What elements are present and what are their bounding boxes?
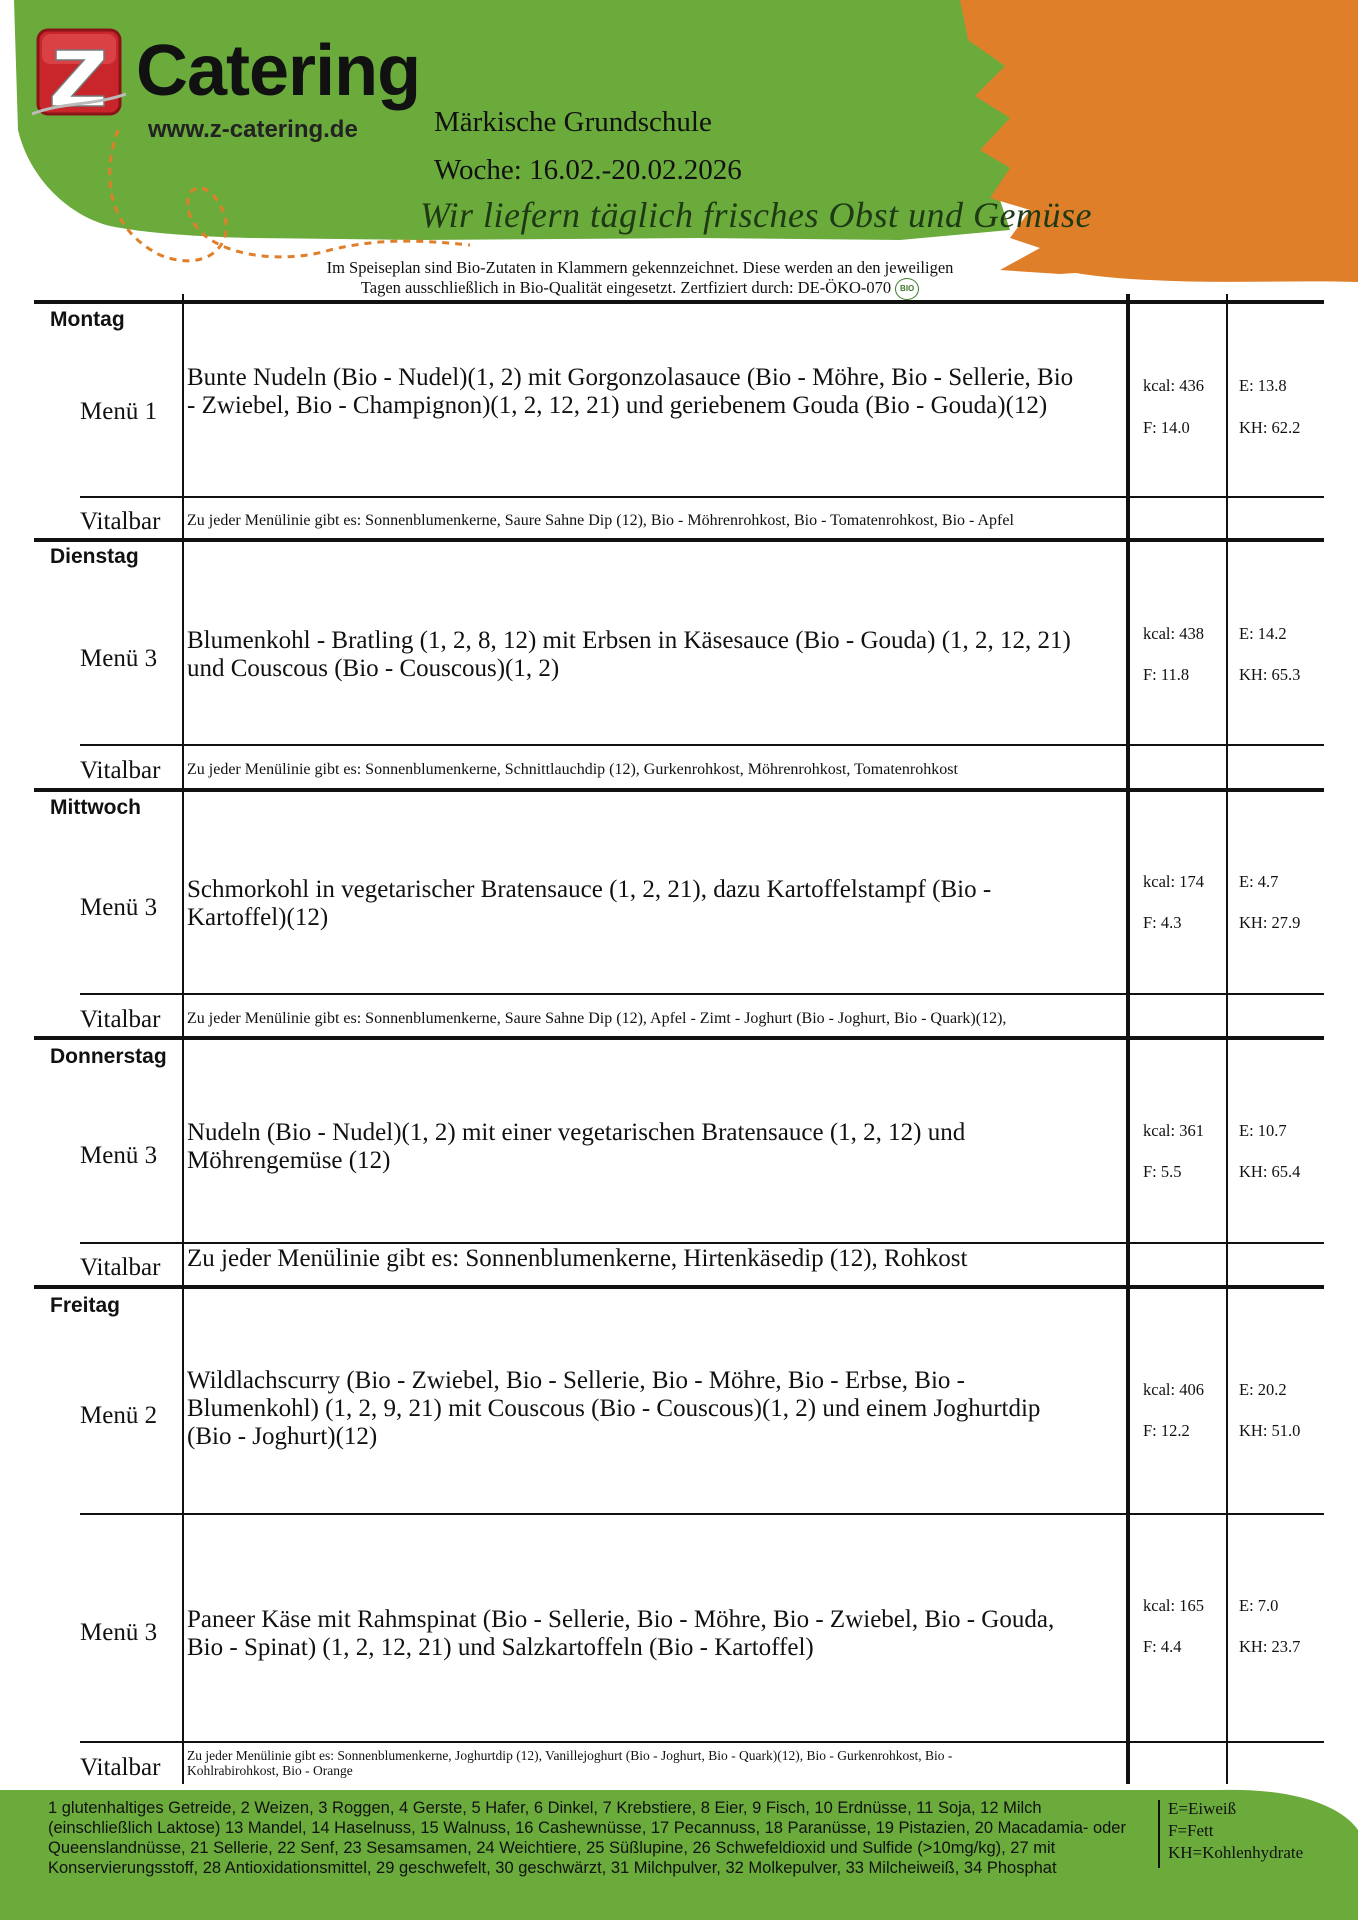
carbs-value: KH: 23.7 (1239, 1637, 1301, 1656)
row-divider-vital-4 (80, 1242, 1324, 1244)
kcal-value: kcal: 438 (1143, 624, 1204, 643)
brand-url[interactable]: www.z-catering.de (148, 116, 358, 143)
vitalbar-label: Vitalbar (80, 1754, 161, 1781)
bio-note (260, 258, 1020, 300)
bio-seal-icon: BIO (895, 278, 919, 300)
vitalbar-text: Zu jeder Menülinie gibt es: Sonnenblumenkerne, Joghurtdip (12), Vanillejoghurt (Bio - Joghurt, Bio - Quark)(12), Bio - Gurkenrohkost, Bio - Kohlrabirohkost, Bio - Orange (187, 1748, 953, 1778)
slogan: Wir liefern täglich frisches Obst und Gemüse (420, 195, 1092, 235)
protein-value: E: 7.0 (1239, 1596, 1279, 1615)
menu-label: Menü 3 (80, 645, 158, 672)
fat-value: F: 5.5 (1143, 1162, 1182, 1181)
z-logo-icon (32, 22, 126, 122)
legend-fat: F=Fett (1168, 1821, 1214, 1840)
allergen-list: 1 glutenhaltiges Getreide, 2 Weizen, 3 Roggen, 4 Gerste, 5 Hafer, 6 Dinkel, 7 Krebstiere, 8 Eier, 9 Fisch, 10 Erdnüsse, 11 Soja, 12 Milch (einschließlich Laktose) 13 Mandel, 14 Haselnuss, 15 Walnuss, 16 Cashewnüsse, 17 Pecannuss, 18 Paranüsse, 19 Pistazien, 20 Macadamia- oder Queenslandnüsse, 21 Sellerie, 22 Senf, 23 Sesamsamen, 24 Weichtiere, 25 Süßlupine, 26 Schwefeldioxid und Sulfide (>10mg/kg), 27 mit Konservierungsstoff, 28 Antioxidationsmittel, 29 geschwefelt, 30 geschwärzt, 31 Milchpulver, 32 Molkepulver, 33 Milcheiweiß, 34 Phosphat (48, 1799, 1126, 1877)
dish-text: Schmorkohl in vegetarischer Bratensauce (1, 2, 21), dazu Kartoffelstampf (Bio - Kartoffel)(12) (187, 876, 992, 931)
vitalbar-label: Vitalbar (80, 1254, 161, 1281)
dish-text: Nudeln (Bio - Nudel)(1, 2) mit einer vegetarischen Bratensauce (1, 2, 12) und Möhrengemüse (12) (187, 1119, 966, 1174)
carbs-value: KH: 65.3 (1239, 665, 1301, 684)
row-divider-vital-5 (80, 1741, 1324, 1743)
vitalbar-text: Zu jeder Menülinie gibt es: Sonnenblumenkerne, Saure Sahne Dip (12), Apfel - Zimt - Joghurt (Bio - Joghurt, Bio - Quark)(12), (187, 1010, 1007, 1027)
fat-value: F: 11.8 (1143, 665, 1190, 684)
fat-value: F: 14.0 (1143, 418, 1190, 437)
menu-label: Menü 3 (80, 894, 158, 921)
vitalbar-label: Vitalbar (80, 757, 161, 784)
menu-label: Menü 3 (80, 1142, 158, 1169)
brand-name: Catering (136, 31, 421, 111)
vitalbar-text: Zu jeder Menülinie gibt es: Sonnenblumenkerne, Saure Sahne Dip (12), Bio - Möhrenrohkost, Bio - Tomatenrohkost, Bio - Apfel (187, 512, 1014, 529)
row-divider-freitag-menu3 (80, 1513, 1324, 1515)
day-label-freitag: Freitag (50, 1294, 121, 1317)
protein-value: E: 10.7 (1239, 1121, 1287, 1140)
kcal-value: kcal: 174 (1143, 872, 1204, 891)
kcal-value: kcal: 436 (1143, 376, 1204, 395)
day-label-mittwoch: Mittwoch (50, 796, 141, 819)
row-divider-vital-2 (80, 744, 1324, 746)
day-label-donnerstag: Donnerstag (50, 1045, 167, 1068)
fat-value: F: 4.3 (1143, 913, 1182, 932)
dish-text: Wildlachscurry (Bio - Zwiebel, Bio - Sellerie, Bio - Möhre, Bio - Erbse, Bio - Blumenkohl) (1, 2, 9, 21) mit Couscous (Bio - Couscous)(1, 2) und einem Joghurtdip (Bio - Joghurt)(12) (187, 1367, 1041, 1450)
fat-value: F: 4.4 (1143, 1637, 1182, 1656)
school-name: Märkische Grundschule (434, 106, 712, 138)
row-divider-vital-1 (80, 496, 1324, 498)
row-divider-vital-3 (80, 993, 1324, 995)
dish-text: Blumenkohl - Bratling (1, 2, 8, 12) mit Erbsen in Käsesauce (Bio - Gouda) (1, 2, 12, 21) und Couscous (Bio - Couscous)(1, 2) (187, 627, 1071, 682)
vitalbar-label: Vitalbar (80, 508, 161, 535)
bio-note-line1: Im Speiseplan sind Bio-Zutaten in Klammern gekennzeichnet. Diese werden an den jeweiligen (326, 258, 954, 277)
bio-note-line2 (260, 278, 1020, 300)
menu-label: Menü 1 (80, 398, 158, 425)
carbs-value: KH: 51.0 (1239, 1421, 1301, 1440)
week-range: Woche: 16.02.-20.02.2026 (434, 154, 742, 186)
kcal-value: kcal: 361 (1143, 1121, 1204, 1140)
legend-carbs: KH=Kohlenhydrate (1168, 1843, 1304, 1862)
day-label-montag: Montag (50, 308, 125, 331)
bio-note-line2-text: Tagen ausschließlich in Bio-Qualität eingesetzt. Zertfiziert durch: DE-ÖKO-070 (360, 278, 892, 297)
vitalbar-text: Zu jeder Menülinie gibt es: Sonnenblumenkerne, Schnittlauchdip (12), Gurkenrohkost, Möhrenrohkost, Tomatenrohkost (187, 761, 958, 778)
protein-value: E: 20.2 (1239, 1380, 1287, 1399)
vitalbar-text: Zu jeder Menülinie gibt es: Sonnenblumenkerne, Hirtenkäsedip (12), Rohkost (187, 1245, 968, 1272)
legend-protein: E=Eiweiß (1168, 1799, 1237, 1818)
row-divider-donnerstag (34, 1036, 1324, 1040)
kcal-value: kcal: 406 (1143, 1380, 1204, 1399)
row-divider-dienstag (34, 538, 1324, 542)
dish-text: Bunte Nudeln (Bio - Nudel)(1, 2) mit Gorgonzolasauce (Bio - Möhre, Bio - Sellerie, Bio - Zwiebel, Bio - Champignon)(1, 2, 12, 21) und geriebenem Gouda (Bio - Gouda)(12) (187, 364, 1074, 419)
menu-label: Menü 2 (80, 1402, 158, 1429)
fat-value: F: 12.2 (1143, 1421, 1190, 1440)
day-label-dienstag: Dienstag (50, 545, 139, 568)
row-divider-montag (34, 300, 1324, 304)
row-divider-freitag (34, 1285, 1324, 1289)
carbs-value: KH: 62.2 (1239, 418, 1301, 437)
protein-value: E: 13.8 (1239, 376, 1287, 395)
kcal-value: kcal: 165 (1143, 1596, 1204, 1615)
dish-text: Paneer Käse mit Rahmspinat (Bio - Sellerie, Bio - Möhre, Bio - Zwiebel, Bio - Gouda, Bio - Spinat) (1, 2, 12, 21) und Salzkartoffeln (Bio - Kartoffel) (187, 1606, 1055, 1661)
row-divider-mittwoch (34, 788, 1324, 792)
carbs-value: KH: 27.9 (1239, 913, 1301, 932)
menu-label: Menü 3 (80, 1619, 158, 1646)
vitalbar-label: Vitalbar (80, 1006, 161, 1033)
protein-value: E: 14.2 (1239, 624, 1287, 643)
protein-value: E: 4.7 (1239, 872, 1279, 891)
nutrition-legend (1168, 1798, 1303, 1864)
legend-divider (1158, 1800, 1160, 1868)
carbs-value: KH: 65.4 (1239, 1162, 1301, 1181)
